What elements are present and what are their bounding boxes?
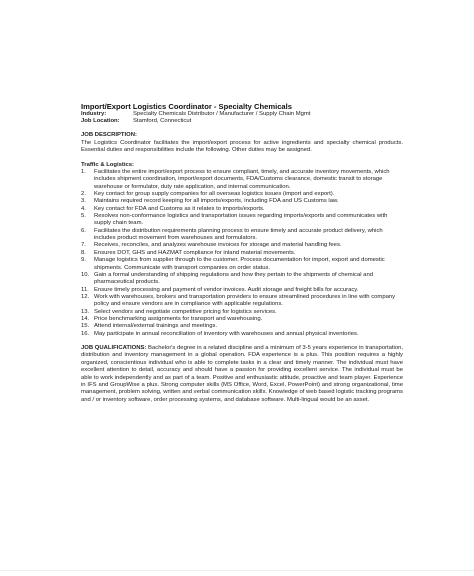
duty-number: 2. xyxy=(81,191,86,198)
duty-item xyxy=(81,169,403,191)
duty-item xyxy=(81,294,403,309)
duty-item xyxy=(81,242,403,249)
qualifications-text: Bachelor's degree in a related discipline and a minimum of 3-5 years experience in transportation, distribution and inventory management in a global operation. FDA experience is a plus. This position requires a highly organized, conscientious individual who is able to complete tasks in a clear and timely manner. The individual must have excellent attention to detail, accuracy and should have a passion for providing excellent service. The individual must be able to work independently and as part of a team. Positive and enthusiastic attitude, proactive and team player. Experience in IFS and GroupWise a plus. Strong computer skills (MS Office, Word, Excel, PowerPoint) and strong organizational, time management, problem solving, written and verbal communication skills. Knowledge of web based logistic tracking programs and / or inventory software, order processing systems, and database software. Multi-lingual would be an asset. xyxy=(81,344,404,403)
duty-item xyxy=(81,213,403,228)
duty-text: Maintains required record keeping for all imports/exports, including FDA and US Customs law. xyxy=(94,198,339,205)
location-value: Stamford, Connecticut xyxy=(133,118,192,125)
qualifications-paragraph xyxy=(81,345,403,404)
location-row xyxy=(81,118,403,125)
job-description-heading: JOB DESCRIPTION: xyxy=(81,132,137,139)
duty-item xyxy=(81,206,403,213)
duty-number: 12. xyxy=(81,293,90,300)
industry-row xyxy=(81,111,403,118)
duty-text: Facilitates the distribution requirements planning process to ensure timely and accurate product delivery, which includes product movement from warehouses and formulators. xyxy=(94,227,383,242)
duty-number: 4. xyxy=(81,205,86,212)
duty-text: Gain a formal understanding of shipping regulations and how they pertain to the shipments of chemical and pharmaceutical products. xyxy=(94,271,373,286)
location-label: Job Location: xyxy=(81,118,120,125)
duty-text: Ensure timely processing and payment of vendor invoices. Audit storage and freight bills for accuracy. xyxy=(94,286,359,293)
duty-text: Facilitates the entire import/export process to ensure compliant, timely, and accurate inventory movements, which includes shipment coordination, import/export documents, FDA/Customs clearance, domestic transit to storage warehouse or formulator, duty rate application, and internal communication. xyxy=(94,169,390,190)
duty-number: 14. xyxy=(81,315,90,322)
duty-number: 16. xyxy=(81,330,90,337)
duty-number: 7. xyxy=(81,242,86,249)
traffic-logistics-heading: Traffic & Logistics: xyxy=(81,161,135,168)
duty-number: 6. xyxy=(81,227,86,234)
duty-item xyxy=(81,316,403,323)
duty-item xyxy=(81,257,403,272)
duty-number: 10. xyxy=(81,271,90,278)
duty-number: 1. xyxy=(81,169,86,176)
duty-number: 5. xyxy=(81,213,86,220)
duty-text: Manage logistics from supplier through to the customer. Process documentation for import, export and domestic shipments. Communicate with transport companies on order status. xyxy=(94,257,385,271)
duty-number: 3. xyxy=(81,198,86,205)
duty-number: 15. xyxy=(81,323,90,330)
duty-text: Resolves non-conformance logistics and transportation issues regarding imports/exports and communicates with supply chain team. xyxy=(94,213,388,227)
job-posting xyxy=(81,102,403,404)
duty-text: Ensures DOT, GHS and HAZMAT compliance for inland material movements. xyxy=(94,249,296,256)
duty-text: Key contact for FDA and Customs as it relates to imports/exports. xyxy=(94,205,265,212)
duty-item xyxy=(81,272,403,287)
industry-label: Industry: xyxy=(81,111,107,117)
duty-item xyxy=(81,287,403,294)
duty-item xyxy=(81,331,403,338)
duty-text: Price benchmarking assignments for transport and warehousing. xyxy=(94,315,263,322)
duty-item xyxy=(81,250,403,257)
duty-text: Attend internal/external trainings and meetings. xyxy=(94,323,218,330)
duty-text: Select vendors and negotiate competitive pricing for logistics services. xyxy=(94,308,277,315)
page-bottom-rule xyxy=(0,570,474,571)
duty-item xyxy=(81,191,403,198)
duty-item xyxy=(81,323,403,330)
duties-list xyxy=(81,169,403,338)
qualifications-heading: JOB QUALIFICATIONS: xyxy=(81,344,147,351)
duty-number: 9. xyxy=(81,257,86,264)
job-title: Import/Export Logistics Coordinator - Specialty Chemicals xyxy=(81,102,292,111)
duty-number: 11. xyxy=(81,286,89,293)
duty-text: Work with warehouses, brokers and transportation providers to ensure streamlined procedures in line with company policy and ensure vendors are in compliance with applicable regulations. xyxy=(94,293,396,308)
job-description-text: The Logistics Coordinator facilitates the import/export process for active ingredients and specialty chemical products. Essential duties and responsibilities include the following. Other duties may be assigned. xyxy=(81,139,403,154)
duty-item xyxy=(81,228,403,243)
duty-number: 13. xyxy=(81,308,90,315)
duty-text: Key contact for group supply companies for all overseas logistics issues (import and export). xyxy=(94,191,335,198)
duty-text: Receives, reconciles, and analyzes warehouse invoices for storage and material handling fees. xyxy=(94,242,342,249)
duty-item xyxy=(81,309,403,316)
duty-item xyxy=(81,198,403,205)
industry-value: Specialty Chemicals Distributor / Manufacturer / Supply Chain Mgmt xyxy=(133,111,311,117)
duty-text: May participate in annual reconciliation of inventory with warehouses and annual physical inventories. xyxy=(94,330,359,337)
duty-number: 8. xyxy=(81,249,86,256)
